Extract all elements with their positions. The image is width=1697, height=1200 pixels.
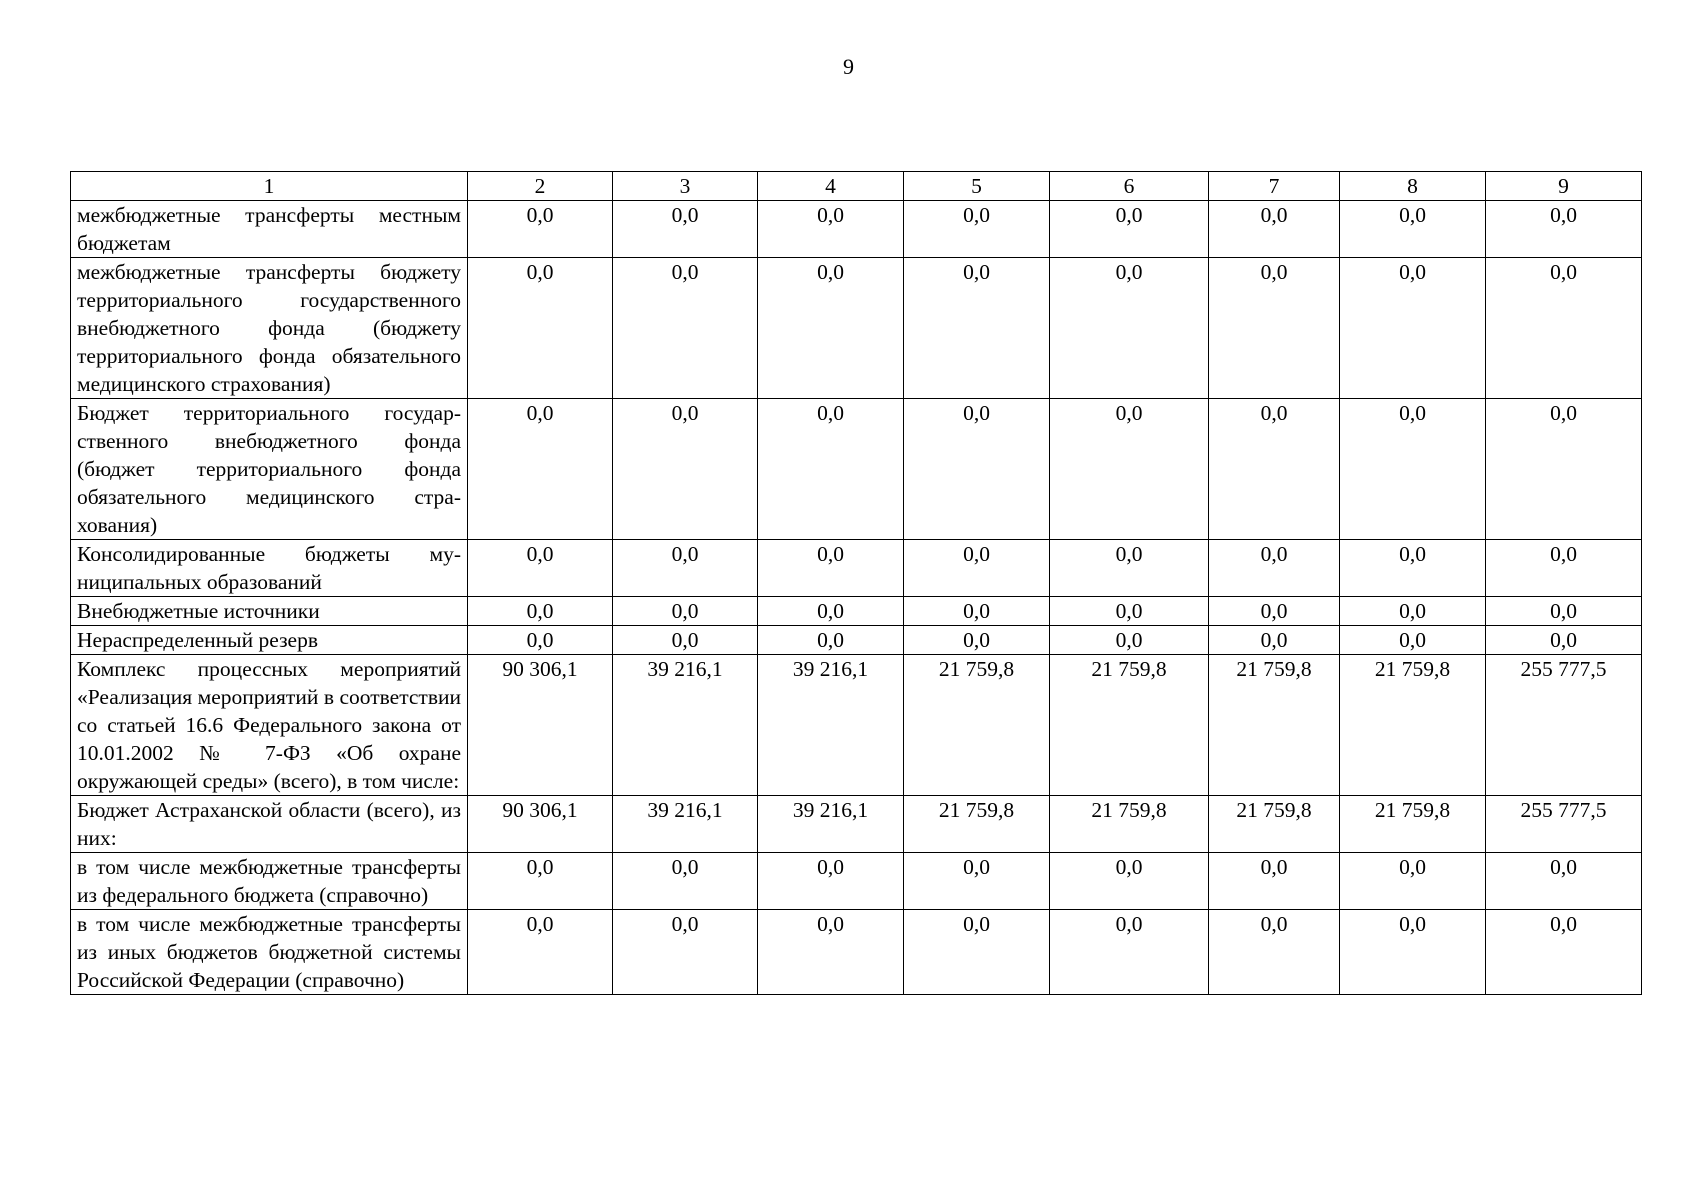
- column-header: 3: [613, 172, 758, 201]
- column-header: 9: [1486, 172, 1642, 201]
- value-cell: 0,0: [468, 540, 613, 597]
- value-cell: 0,0: [1209, 853, 1340, 910]
- value-cell: 21 759,8: [904, 655, 1050, 796]
- value-cell: 0,0: [1209, 626, 1340, 655]
- value-cell: 0,0: [1486, 597, 1642, 626]
- value-cell: 0,0: [1486, 626, 1642, 655]
- value-cell: 0,0: [613, 540, 758, 597]
- table-row: [71, 597, 1642, 626]
- value-cell: 21 759,8: [1340, 655, 1486, 796]
- value-cell: 0,0: [904, 597, 1050, 626]
- row-label: межбюджетные трансферты местным бюджетам: [71, 201, 468, 258]
- column-header: 4: [758, 172, 904, 201]
- value-cell: 0,0: [468, 201, 613, 258]
- value-cell: 39 216,1: [758, 655, 904, 796]
- row-label: межбюджетные трансферты бюджету территориального государственного внебюджетного фонда (бюджету территориального фонда обязательного медицинского страхования): [71, 258, 468, 399]
- value-cell: 0,0: [904, 540, 1050, 597]
- value-cell: 0,0: [1340, 597, 1486, 626]
- column-header: 2: [468, 172, 613, 201]
- value-cell: 255 777,5: [1486, 655, 1642, 796]
- value-cell: 21 759,8: [1050, 655, 1209, 796]
- value-cell: 0,0: [1209, 258, 1340, 399]
- row-label: Нераспределенный резерв: [71, 626, 468, 655]
- value-cell: 0,0: [468, 626, 613, 655]
- value-cell: 90 306,1: [468, 796, 613, 853]
- row-label: Консолидированные бюджеты муниципальных образований: [71, 540, 468, 597]
- value-cell: 0,0: [613, 258, 758, 399]
- value-cell: 0,0: [1340, 540, 1486, 597]
- table-row: [71, 910, 1642, 995]
- table-row: [71, 399, 1642, 540]
- value-cell: 0,0: [758, 597, 904, 626]
- row-label: Бюджет территориального государственного внебюджетного фонда (бюджет территориального фонда обязательного медицинского страхования): [71, 399, 468, 540]
- value-cell: 0,0: [1050, 258, 1209, 399]
- value-cell: 0,0: [904, 626, 1050, 655]
- row-label: Комплекс процессных мероприятий «Реализация мероприятий в соответствии со статьей 16.6 Федерального закона от 10.01.2002 № 7-ФЗ «Об охране окружающей среды» (всего), в том числе:: [71, 655, 468, 796]
- value-cell: 0,0: [904, 399, 1050, 540]
- value-cell: 0,0: [468, 399, 613, 540]
- value-cell: 0,0: [468, 853, 613, 910]
- value-cell: 90 306,1: [468, 655, 613, 796]
- row-label: Внебюджетные источники: [71, 597, 468, 626]
- value-cell: 0,0: [904, 258, 1050, 399]
- value-cell: 0,0: [758, 258, 904, 399]
- value-cell: 0,0: [613, 853, 758, 910]
- value-cell: 39 216,1: [758, 796, 904, 853]
- value-cell: 0,0: [1486, 399, 1642, 540]
- value-cell: 0,0: [1340, 910, 1486, 995]
- header-row: [71, 172, 1642, 201]
- value-cell: 0,0: [1050, 853, 1209, 910]
- row-label: в том числе межбюджетные трансферты из иных бюджетов бюджетной системы Российской Федерации (справочно): [71, 910, 468, 995]
- value-cell: 0,0: [1340, 626, 1486, 655]
- value-cell: 0,0: [468, 597, 613, 626]
- value-cell: 0,0: [758, 853, 904, 910]
- value-cell: 0,0: [1340, 853, 1486, 910]
- value-cell: 0,0: [1050, 540, 1209, 597]
- value-cell: 0,0: [758, 399, 904, 540]
- value-cell: 0,0: [758, 626, 904, 655]
- table-row: [71, 540, 1642, 597]
- value-cell: 0,0: [1209, 201, 1340, 258]
- value-cell: 0,0: [758, 910, 904, 995]
- value-cell: 0,0: [468, 258, 613, 399]
- value-cell: 0,0: [1340, 201, 1486, 258]
- column-header: 8: [1340, 172, 1486, 201]
- value-cell: 0,0: [468, 910, 613, 995]
- value-cell: 21 759,8: [1050, 796, 1209, 853]
- value-cell: 0,0: [613, 201, 758, 258]
- value-cell: 255 777,5: [1486, 796, 1642, 853]
- funding-table: [70, 171, 1642, 995]
- value-cell: 21 759,8: [1209, 796, 1340, 853]
- value-cell: 0,0: [1486, 258, 1642, 399]
- table-body: [71, 201, 1642, 995]
- value-cell: 0,0: [758, 540, 904, 597]
- value-cell: 0,0: [1209, 540, 1340, 597]
- column-header: 5: [904, 172, 1050, 201]
- table-row: [71, 258, 1642, 399]
- value-cell: 0,0: [1340, 258, 1486, 399]
- value-cell: 0,0: [1340, 399, 1486, 540]
- column-header: 7: [1209, 172, 1340, 201]
- value-cell: 0,0: [1050, 910, 1209, 995]
- value-cell: 0,0: [613, 399, 758, 540]
- value-cell: 0,0: [1486, 201, 1642, 258]
- row-label: в том числе межбюджетные трансферты из федерального бюджета (справочно): [71, 853, 468, 910]
- value-cell: 0,0: [1050, 597, 1209, 626]
- value-cell: 0,0: [758, 201, 904, 258]
- value-cell: 39 216,1: [613, 655, 758, 796]
- column-header: 1: [71, 172, 468, 201]
- table-row: [71, 626, 1642, 655]
- table-header: [71, 172, 1642, 201]
- table-row: [71, 796, 1642, 853]
- table-row: [71, 853, 1642, 910]
- column-header: 6: [1050, 172, 1209, 201]
- value-cell: 0,0: [613, 597, 758, 626]
- value-cell: 0,0: [613, 626, 758, 655]
- value-cell: 39 216,1: [613, 796, 758, 853]
- value-cell: 0,0: [1486, 910, 1642, 995]
- value-cell: 0,0: [904, 853, 1050, 910]
- value-cell: 21 759,8: [1340, 796, 1486, 853]
- table-row: [71, 655, 1642, 796]
- value-cell: 0,0: [904, 910, 1050, 995]
- value-cell: 0,0: [1050, 626, 1209, 655]
- value-cell: 0,0: [1209, 910, 1340, 995]
- value-cell: 21 759,8: [1209, 655, 1340, 796]
- page-number: 9: [843, 54, 854, 79]
- value-cell: 0,0: [1209, 597, 1340, 626]
- table-row: [71, 201, 1642, 258]
- value-cell: 0,0: [1050, 399, 1209, 540]
- value-cell: 0,0: [904, 201, 1050, 258]
- value-cell: 0,0: [1050, 201, 1209, 258]
- value-cell: 0,0: [1486, 853, 1642, 910]
- value-cell: 0,0: [1486, 540, 1642, 597]
- value-cell: 0,0: [613, 910, 758, 995]
- value-cell: 0,0: [1209, 399, 1340, 540]
- value-cell: 21 759,8: [904, 796, 1050, 853]
- row-label: Бюджет Астраханской области (всего), из них:: [71, 796, 468, 853]
